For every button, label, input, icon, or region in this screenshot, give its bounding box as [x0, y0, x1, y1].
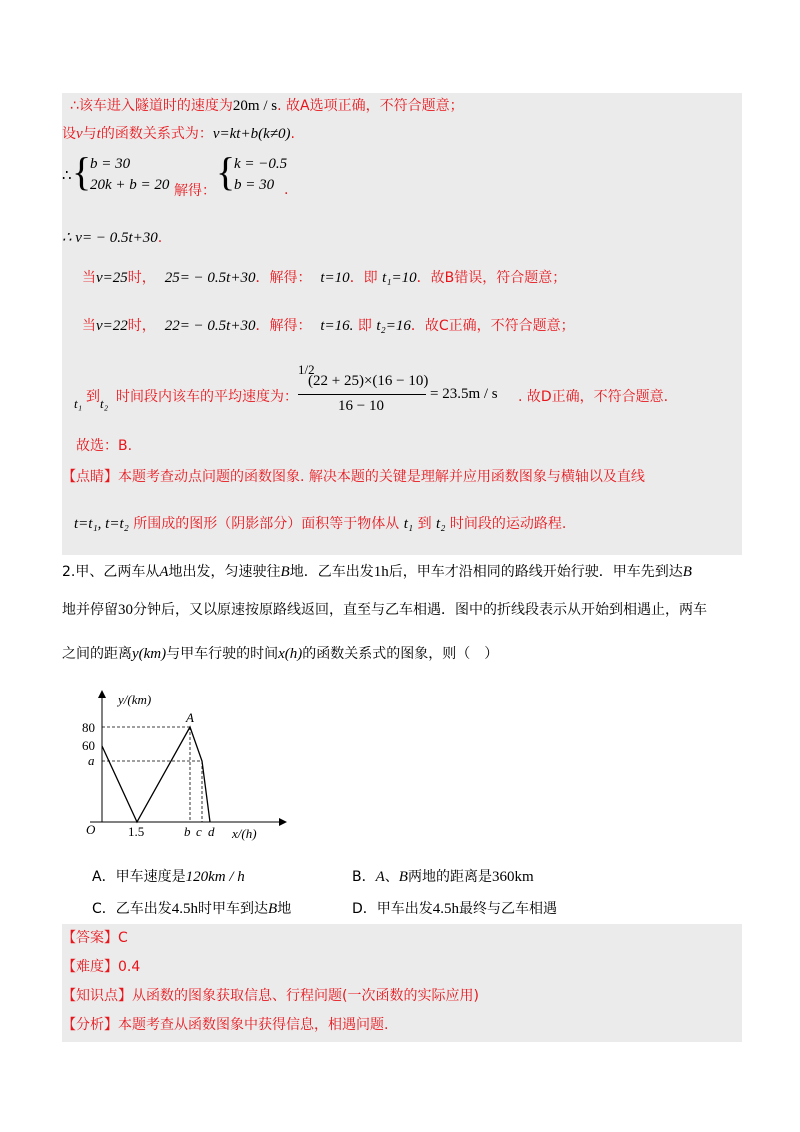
system-1-eq-2: 20k + b = 20 — [90, 177, 170, 193]
var-v: v — [76, 126, 83, 142]
math: t₁ — [403, 516, 414, 532]
math: x(h) — [278, 646, 303, 662]
text: 当 — [82, 318, 96, 334]
text: 地．乙车出发 — [289, 564, 374, 580]
text: 时， — [127, 318, 156, 334]
solution-line-2 — [62, 124, 295, 144]
text: 到 — [417, 516, 432, 532]
math: B — [682, 564, 692, 580]
analysis-line — [62, 1015, 388, 1035]
math: t₁=10 — [382, 270, 417, 286]
text: 当 — [82, 270, 96, 286]
t2-label: t₂ — [100, 396, 109, 411]
math: 1h — [373, 564, 389, 580]
math: 25= − 0.5t+30 — [164, 270, 256, 286]
answer-value: C — [118, 930, 128, 946]
knowledge-line — [62, 986, 479, 1006]
period: . — [157, 230, 163, 246]
text: 时间段的运动路程. — [449, 516, 567, 532]
math: 120km / h — [185, 869, 245, 885]
question-line-3 — [62, 644, 498, 664]
text: 本题考查动点问题的函数图象. 解决本题的关键是理解并应用函数图象与横轴以及直线 — [118, 469, 645, 485]
x-axis-label: x/(h) — [232, 826, 257, 841]
text: 两地的距离是 — [407, 869, 492, 885]
text: 即 — [357, 318, 372, 334]
speed-value: 20m / s — [232, 98, 278, 114]
distance-polyline — [102, 727, 210, 822]
question-line-2 — [62, 600, 707, 620]
text: ．解得： — [255, 270, 312, 286]
text: 时间段内该车的平均速度为： — [116, 389, 298, 405]
system-brace-2: { — [216, 149, 236, 194]
text: 到 — [86, 389, 100, 405]
solution-line-6 — [82, 316, 575, 336]
text: D．甲车出发 — [352, 901, 433, 917]
math: A — [375, 869, 385, 885]
text: 的函数关系式的图象，则（ ） — [302, 646, 499, 662]
analysis-value: 本题考查从函数图象中获得信息，相遇问题. — [118, 1017, 389, 1033]
analysis-tag: 【分析】 — [62, 1017, 118, 1033]
knowledge-value: 从函数的图象获取信息、行程问题(一次函数的实际应用) — [132, 988, 479, 1004]
fraction-bar — [298, 394, 426, 395]
option-a[interactable] — [92, 866, 245, 886]
average-speed-result: = 23.5m / s — [430, 386, 498, 402]
text: 的函数关系式为： — [100, 126, 213, 142]
math: 30 — [118, 602, 133, 618]
solve-label: 解得： — [174, 183, 216, 199]
text: . — [290, 126, 295, 142]
system-brace-1: { — [72, 149, 92, 194]
solution-line-9 — [62, 467, 645, 487]
text: 最终与乙车相遇 — [459, 901, 558, 917]
distance-time-graph — [80, 688, 300, 848]
solution-line-4 — [62, 228, 162, 248]
text: 时， — [127, 270, 156, 286]
math: t₂ — [436, 516, 446, 532]
difficulty-line — [62, 957, 140, 977]
math: t=16. — [320, 318, 354, 334]
velocity-formula: ∴ v= − 0.5t+30 — [62, 230, 158, 246]
math: 360km — [491, 869, 534, 885]
answer-line — [62, 928, 128, 948]
tick-c: c — [196, 824, 202, 839]
tick-1.5: 1.5 — [128, 824, 145, 839]
option-c[interactable] — [92, 898, 291, 918]
system-2-eq-1: k = −0.5 — [234, 156, 288, 172]
difficulty-tag: 【难度】 — [62, 959, 118, 975]
tick-80: 80 — [82, 720, 95, 735]
math: 4.5h — [171, 901, 199, 917]
math: v=22 — [96, 318, 128, 334]
tick-b: b — [184, 824, 191, 839]
solution-line-8 — [76, 436, 132, 456]
text: 之间的距离 — [62, 646, 132, 662]
option-d[interactable] — [352, 898, 557, 918]
choose-answer: 故选：B. — [76, 438, 133, 454]
math: B — [398, 869, 408, 885]
t1-label: t₁ — [74, 396, 83, 411]
system-2-eq-2: b = 30 — [234, 177, 275, 193]
text: 时甲车到达 — [198, 901, 269, 917]
math: y(km) — [132, 646, 167, 662]
question-line-1 — [62, 562, 692, 582]
text: 后，甲车才沿相同的路线开始行驶．甲车先到达 — [388, 564, 683, 580]
y-axis-label: y/(km) — [118, 692, 152, 707]
math: 4.5h — [432, 901, 460, 917]
solution-line-5 — [82, 268, 566, 288]
tick-60: 60 — [82, 738, 95, 753]
text: B． — [352, 869, 376, 885]
fraction-half: 1/2 — [298, 362, 315, 377]
therefore-symbol: ∴ — [62, 168, 72, 184]
math: A — [159, 564, 169, 580]
text: 与甲车行驶的时间 — [166, 646, 279, 662]
math: 22= − 0.5t+30 — [164, 318, 256, 334]
math: B — [268, 901, 278, 917]
text: 设 — [62, 126, 76, 142]
text: A．甲车速度是 — [92, 869, 186, 885]
text: ．解得： — [255, 318, 312, 334]
tick-d: d — [208, 824, 215, 839]
text: 与 — [82, 126, 97, 142]
text: 地出发，匀速驶往 — [168, 564, 281, 580]
option-b[interactable] — [352, 866, 534, 886]
math: v=25 — [96, 270, 128, 286]
text: ∴该车进入隧道时的速度为 — [70, 98, 233, 114]
text: . 故D正确，不符合题意. — [518, 389, 669, 405]
origin-label: O — [86, 822, 96, 837]
fraction-numerator: (22 + 25)×(16 − 10) — [308, 373, 429, 389]
math: t=t₁, t=t₂ — [74, 516, 129, 532]
text: 、 — [384, 869, 399, 885]
linear-formula: v=kt+b(k≠0) — [212, 126, 291, 142]
point-A-label: A — [186, 710, 194, 725]
period: . — [284, 182, 289, 198]
text: 地并停留 — [62, 602, 118, 618]
text: . 故A选项正确，不符合题意； — [277, 98, 464, 114]
var-t: t — [96, 126, 101, 142]
tick-a: a — [88, 753, 95, 768]
text: C．乙车出发 — [92, 901, 172, 917]
math: B — [280, 564, 290, 580]
text: 分钟后，又以原速按原路线返回，直至与乙车相遇．图中的折线段表示从开始到相遇止，两车 — [133, 602, 707, 618]
text: ．故B错误，符合题意； — [416, 270, 567, 286]
text: 所围成的图形（阴影部分）面积等于物体从 — [133, 516, 400, 532]
math: t₂=16 — [376, 318, 411, 334]
solution-line-1 — [70, 96, 464, 116]
answer-tag: 【答案】 — [62, 930, 118, 946]
knowledge-tag: 【知识点】 — [62, 988, 132, 1004]
solution-line-10 — [74, 514, 566, 534]
tip-tag: 【点睛】 — [62, 469, 118, 485]
fraction-denominator: 16 − 10 — [338, 398, 384, 414]
system-1-eq-1: b = 30 — [90, 156, 131, 172]
text: ．故C正确，不符合题意； — [410, 318, 575, 334]
text: 地 — [277, 901, 292, 917]
text: 2.甲、乙两车从 — [62, 564, 160, 580]
difficulty-value: 0.4 — [118, 959, 141, 975]
text: ．即 — [349, 270, 378, 286]
math: t=10 — [320, 270, 350, 286]
